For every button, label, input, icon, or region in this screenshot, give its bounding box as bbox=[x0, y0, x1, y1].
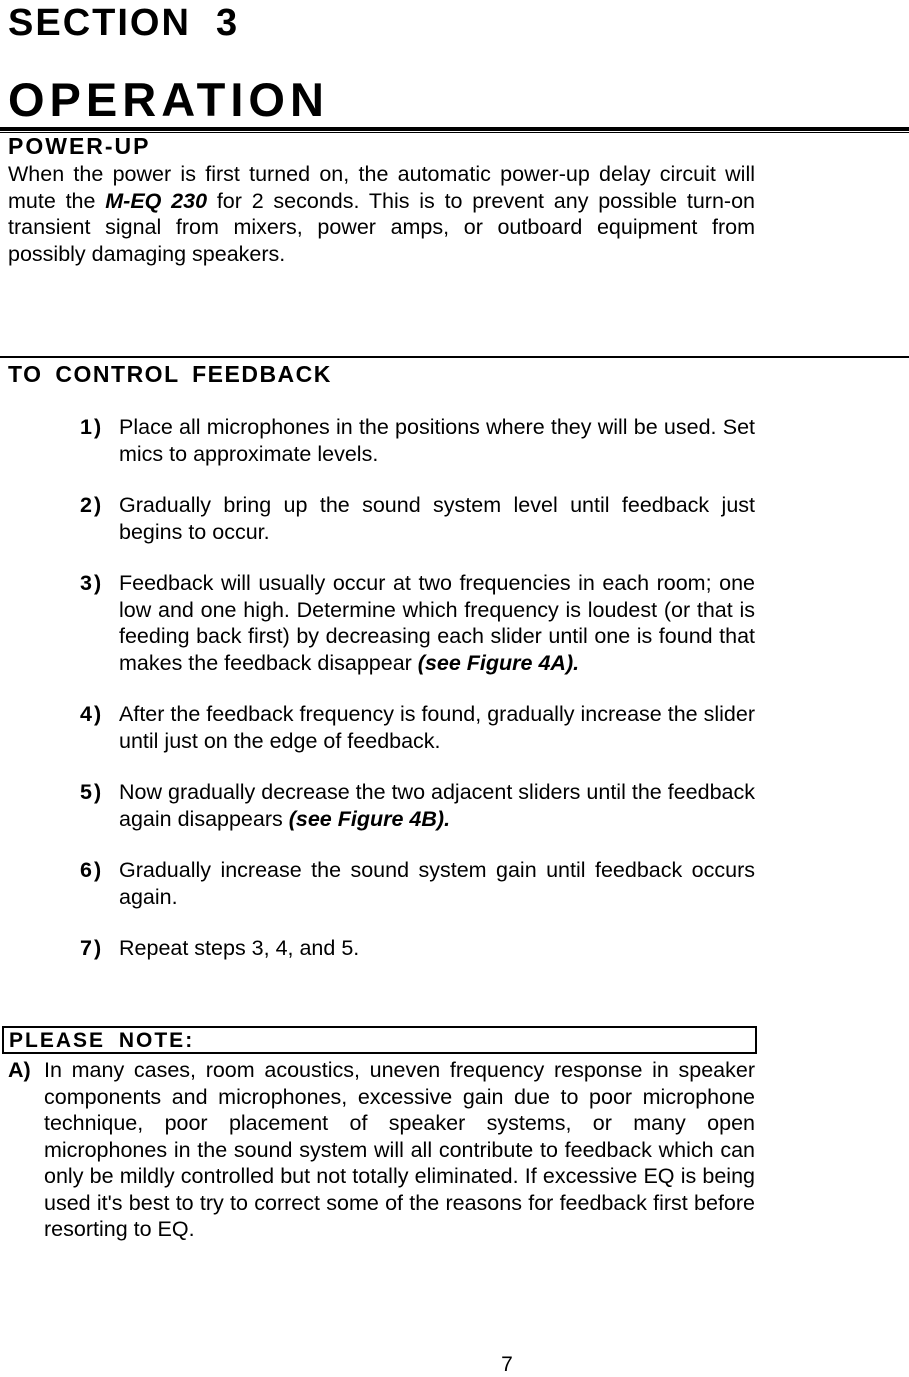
powerup-text-after: for 2 seconds. This is to prevent any possible turn-on transient signal from mixers, power amps, or outboard equipment from possibly damaging speakers. bbox=[8, 188, 756, 266]
step-text: Gradually increase the sound system gain until feedback occurs again. bbox=[119, 858, 755, 909]
chapter-title: OPERATION bbox=[8, 73, 329, 126]
note-label: PLEASE NOTE: bbox=[9, 1029, 195, 1052]
step-item bbox=[80, 570, 755, 676]
step-number: 4) bbox=[80, 702, 104, 726]
step-item bbox=[80, 492, 755, 545]
step-item bbox=[80, 935, 755, 962]
step-text: Place all microphones in the positions where they will be used. Set mics to approximate levels. bbox=[119, 415, 755, 466]
step-item bbox=[80, 701, 755, 754]
note-letter: A) bbox=[8, 1058, 31, 1082]
step-text: After the feedback frequency is found, gradually increase the slider until just on the edge of feedback. bbox=[119, 702, 755, 753]
step-text: Repeat steps 3, 4, and 5. bbox=[119, 936, 360, 960]
page-number: 7 bbox=[501, 1353, 513, 1376]
note-item bbox=[8, 1057, 755, 1243]
feedback-heading: TO CONTROL FEEDBACK bbox=[8, 361, 332, 387]
powerup-text-before: When the power is first turned on, the automatic power-up delay circuit will mute the bbox=[8, 162, 755, 213]
step-item bbox=[80, 779, 755, 832]
step-item bbox=[80, 414, 755, 467]
step-number: 2) bbox=[80, 493, 104, 517]
step-item bbox=[80, 857, 755, 910]
section-rule bbox=[0, 356, 909, 358]
note-text: In many cases, room acoustics, uneven frequency response in speaker components and microphones, excessive gain due to poor microphone technique, poor placement of speaker systems, or many open microphones in the sound system will all contribute to feedback which can only be mildly controlled but not totally eliminated. If excessive EQ is being used it's best to try to correct some of the reasons for feedback first before resorting to EQ. bbox=[44, 1058, 755, 1241]
section-label: SECTION 3 bbox=[8, 2, 240, 44]
step-number: 1) bbox=[80, 415, 104, 439]
step-text: Feedback will usually occur at two frequencies in each room; one low and one high. Determine which frequency is loudest (or that is feeding back first) by decreasing each slider until one is found that makes the feedback disappear (see Figure 4A). bbox=[119, 571, 755, 675]
figure-reference: (see Figure 4B) bbox=[288, 806, 445, 831]
powerup-paragraph bbox=[8, 161, 755, 267]
step-text: Now gradually decrease the two adjacent sliders until the feedback again disappears (see Figure 4B). bbox=[119, 780, 755, 831]
figure-reference: (see Figure 4A) bbox=[417, 650, 574, 675]
step-number: 3) bbox=[80, 571, 104, 595]
step-text: Gradually bring up the sound system level until feedback just begins to occur. bbox=[119, 493, 755, 544]
title-rule-thick bbox=[0, 127, 909, 131]
note-box bbox=[2, 1026, 757, 1054]
step-number: 6) bbox=[80, 858, 104, 882]
step-number: 5) bbox=[80, 780, 104, 804]
model-name: M-EQ 230 bbox=[105, 188, 208, 213]
step-number: 7) bbox=[80, 936, 104, 960]
powerup-heading: POWER-UP bbox=[8, 133, 151, 159]
feedback-steps-list bbox=[80, 414, 755, 987]
